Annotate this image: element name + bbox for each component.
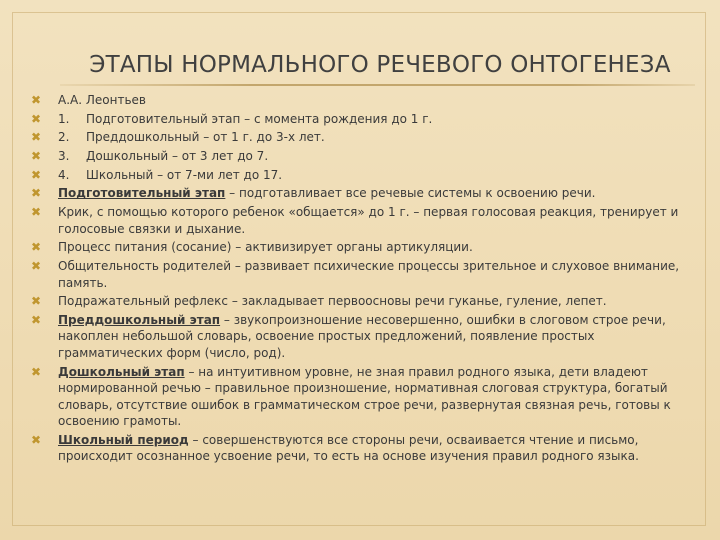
- x-bullet-icon: ✖: [30, 312, 42, 327]
- item-lead: Преддошкольный этап: [58, 312, 221, 327]
- list-item: [30, 258, 700, 291]
- x-bullet-icon: ✖: [30, 432, 42, 447]
- list-item: [30, 129, 700, 146]
- list-item: [30, 364, 700, 430]
- item-number: 1.: [58, 111, 70, 126]
- x-bullet-icon: ✖: [30, 130, 42, 145]
- item-text: – на интуитивном уровне, не зная правил родного языка, дети владеют нормированной речью – правильное произношение, нормативная слоговая структура, богатый словарь, отсутствие ошибок в грамматическом строе речи, развернутая связная речь, готовы к освоению грамоты.: [58, 364, 671, 429]
- item-number: 2.: [58, 130, 70, 145]
- item-lead: Подготовительный этап: [58, 186, 226, 201]
- list-item: [30, 148, 700, 165]
- item-text: Общительность родителей – развивает психические процессы зрительное и слуховое внимание, память.: [58, 259, 680, 290]
- item-lead: Школьный период: [58, 432, 189, 447]
- list-item: [30, 185, 700, 202]
- x-bullet-icon: ✖: [30, 186, 42, 201]
- list-item: [30, 312, 700, 362]
- item-text: Крик, с помощью которого ребенок «общается» до 1 г. – первая голосовая реакция, тренирует и голосовые связки и дыхание.: [58, 205, 679, 236]
- item-text: Процесс питания (сосание) – активизирует органы артикуляции.: [58, 240, 473, 255]
- item-text: Дошкольный – от 3 лет до 7.: [86, 149, 269, 164]
- item-text: – звукопроизношение несовершенно, ошибки в слоговом строе речи, накоплен небольшой словарь, освоение простых предложений, появление простых грамматических форм (число, род).: [58, 312, 666, 360]
- item-text: – подготавливает все речевые системы к освоению речи.: [225, 186, 596, 201]
- list-item: [30, 239, 700, 256]
- slide-title: ЭТАПЫ НОРМАЛЬНОГО РЕЧЕВОГО ОНТОГЕНЕЗА: [89, 52, 671, 78]
- item-lead: Дошкольный этап: [58, 364, 185, 379]
- list-item: [30, 92, 700, 109]
- item-text: Школьный – от 7-ми лет до 17.: [86, 167, 283, 182]
- x-bullet-icon: ✖: [30, 205, 42, 220]
- list-item: [30, 167, 700, 184]
- title-divider: [60, 84, 695, 86]
- x-bullet-icon: ✖: [30, 294, 42, 309]
- x-bullet-icon: ✖: [30, 149, 42, 164]
- list-item: [30, 293, 700, 310]
- item-number: 3.: [58, 149, 70, 164]
- x-bullet-icon: ✖: [30, 364, 42, 379]
- item-text: Подражательный рефлекс – закладывает первоосновы речи гуканье, гуление, лепет.: [58, 294, 607, 309]
- bullet-list: [30, 92, 700, 467]
- x-bullet-icon: ✖: [30, 111, 42, 126]
- item-text: Подготовительный этап – с момента рождения до 1 г.: [86, 111, 433, 126]
- x-bullet-icon: ✖: [30, 167, 42, 182]
- item-number: 4.: [58, 167, 70, 182]
- list-item: [30, 432, 700, 465]
- list-item: [30, 111, 700, 128]
- item-text: А.А. Леонтьев: [58, 93, 146, 107]
- item-text: – совершенствуются все стороны речи, осваивается чтение и письмо, происходит осознанное усвоение речи, то есть на основе изучения правил родного языка.: [58, 432, 639, 464]
- item-text: Преддошкольный – от 1 г. до 3-х лет.: [86, 130, 325, 145]
- x-bullet-icon: ✖: [30, 93, 42, 107]
- x-bullet-icon: ✖: [30, 240, 42, 255]
- x-bullet-icon: ✖: [30, 259, 42, 273]
- list-item: [30, 204, 700, 237]
